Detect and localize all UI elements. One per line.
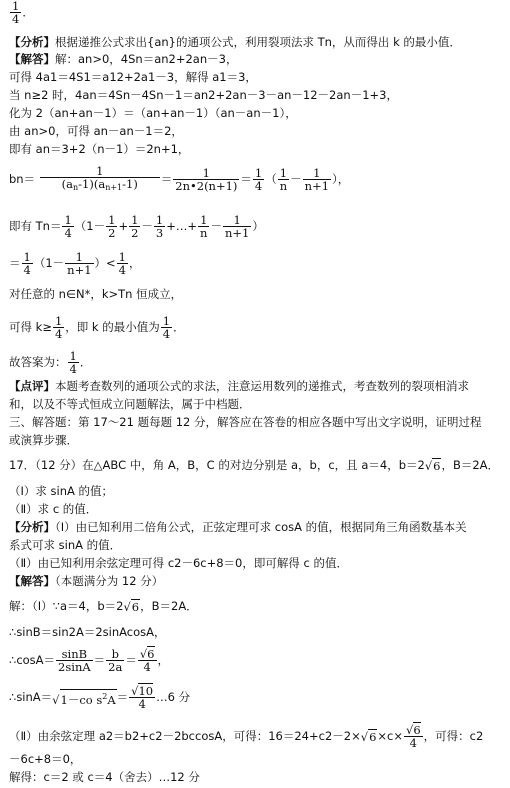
tn-bound: ＝ $\frac{1}{4}$ （1－ $\frac{1}{n+1}$ ）< $\frac{1}{4}$ ， — [9, 250, 141, 277]
tn-formula: 即有 Tn＝ $\frac{1}{4}$ （1－ $\frac{1}{2}$ + $\frac{1}{2}$ － $\frac{1}{3}$ +…+ $\frac{1}{n}$ － $\frac{1}{n+1}$ ） — [9, 213, 264, 240]
q17-part-2: （Ⅱ）求 c 的值． — [9, 502, 98, 516]
bn-formula: bn＝ $\frac{1}{(a_n-1)(a_{n+1}-1)}$ ＝ $\frac{1}{2n•2(n+1)}$ ＝ $\frac{1}{4}$ （ $\frac{1}{n}$ － $\frac{1}{n+1}$ ）， — [9, 164, 350, 193]
section-3-line-1: 三、解答题：第 17～21 题每题 12 分，解答应在答卷的相应各题中写出文字说明，证明过程 — [9, 415, 482, 429]
fraction: $\frac{1}{(a_n-1)(a_{n+1}-1)}$ — [40, 165, 160, 194]
top-fraction-line: $\frac{1}{4}$ ． — [12, 0, 34, 26]
fraction: $\frac{1}{2}$ — [131, 213, 139, 240]
section-3-line-2: 或演算步骤． — [9, 433, 78, 447]
fraction: $\frac{1}{n}$ — [279, 166, 288, 193]
answer-line: 故答案为： $\frac{1}{4}$ ． — [9, 349, 92, 376]
q17-cosA: ∴cosA＝ $\frac{\sin B}{2\sin A}$ ＝ $\frac{b}{2a}$ ＝ $\frac{√6}{4}$ ， — [9, 647, 169, 674]
q17-part-1: （Ⅰ）求 sinA 的值； — [9, 484, 114, 498]
fraction: $\frac{1}{n}$ — [200, 213, 208, 240]
fraction: $\frac{1}{n+1}$ — [304, 166, 330, 193]
solution-line-3: 当 n≥2 时，4an＝4Sn－4Sn－1＝an2+2an－3－an－12－2an－1+3， — [9, 88, 398, 102]
solution-line-4: 化为 2（an+an－1）＝（an+an－1）（an－an－1）， — [9, 106, 297, 120]
analysis-1: 【分析】根据递推公式求出{an}的通项公式，利用裂项法求 Tn，从而得出 k 的最小值． — [9, 35, 461, 49]
solution-line-1: 【解答】解：an>0，4Sn＝an2+2an－3， — [9, 52, 238, 66]
sqrt: √1－co $s^2A$ — [52, 689, 116, 707]
solution-line-2: 可得 4a1＝4S1＝a12+2a1－3，解得 a1＝3， — [9, 70, 257, 84]
fraction: $\frac{1}{2}$ — [108, 213, 116, 240]
fraction: $\frac{1}{4}$ — [54, 314, 63, 341]
fraction: $\frac{\sin B}{2\sin A}$ — [58, 647, 91, 674]
q17-s2: ∴sinB＝sin2A＝2sinAcosA， — [9, 625, 166, 639]
comment-1: 【点评】本题考查数列的通项公式的求法，注意运用数列的递推式，考查数列的裂项相消求 — [9, 379, 469, 393]
fraction: $\frac{1}{4}$ — [162, 314, 171, 341]
solution-line-6: 即有 an＝3+2（n－1）＝2n+1， — [9, 142, 190, 156]
fraction: $\frac{1}{4}$ — [12, 0, 20, 26]
fraction: $\frac{1}{4}$ — [69, 349, 77, 376]
fraction: $\frac{1}{3}$ — [155, 213, 164, 240]
q17-s5-cont: －6c+8＝0， — [9, 752, 82, 766]
sqrt: √6 — [123, 600, 140, 614]
sqrt: √6 — [424, 459, 441, 473]
comment-2: 和，以及不等式恒成立问题解法，属于中档题． — [9, 397, 251, 411]
fraction: $\frac{b}{2a}$ — [108, 647, 123, 674]
fraction: $\frac{√6}{4}$ — [406, 723, 421, 750]
q17-s6: 解得：c＝2 或 c＝4（舍去）…12 分 — [9, 770, 200, 784]
fraction: $\frac{1}{4}$ — [23, 250, 31, 277]
fraction: $\frac{1}{2n•2(n+1)}$ — [175, 166, 238, 193]
sqrt: √6 — [360, 730, 377, 744]
fraction: $\frac{1}{4}$ — [64, 213, 72, 240]
fraction: $\frac{√6}{4}$ — [139, 647, 155, 674]
fraction: $\frac{√10}{4}$ — [131, 684, 154, 711]
q17-s1: 解：（Ⅰ）∵a＝4，b＝2√6，B＝2A． — [9, 599, 198, 614]
fraction: $\frac{1}{4}$ — [254, 166, 263, 193]
solution-line-5: 由 an>0，可得 an－an－1＝2， — [9, 124, 183, 138]
q17-analysis-3: （Ⅱ）由已知利用余弦定理可得 c2－6c+8＝0，即可解得 c 的值． — [9, 556, 348, 570]
k-min-line: 可得 k≥ $\frac{1}{4}$ ，即 k 的最小值为 $\frac{1}{4}$ ． — [9, 314, 185, 341]
q17-analysis-2: 系式可求 sinA 的值． — [9, 538, 122, 552]
q17-analysis-1: 【分析】（Ⅰ）由已知利用二倍角公式，正弦定理可求 cosA 的值，根据同角三角函数基本关 — [9, 520, 467, 534]
q17-sinA: ∴sinA＝√1－co $s^2A=$ $\frac{√10}{4}$ …6 分 — [9, 684, 191, 711]
fraction: $\frac{1}{4}$ — [118, 250, 126, 277]
q17-stem: 17．（12 分）在△ABC 中，角 A，B，C 的对边分别是 a，b，c，且 a＝4，b＝2√6，B＝2A． — [9, 458, 500, 473]
q17-s5: （Ⅱ）由余弦定理 a2＝b2+c2－2bccosA，可得：16＝24+c2－2×√6×c× $\frac{√6}{4}$ ，可得：c2 — [9, 723, 484, 750]
fraction: $\frac{1}{n+1}$ — [224, 213, 250, 240]
solution-any-n: 对任意的 n∈N*，k>Tn 恒成立， — [9, 287, 183, 301]
fraction: $\frac{1}{n+1}$ — [67, 250, 92, 277]
q17-solution-head: 【解答】（本题满分为 12 分） — [9, 574, 164, 588]
